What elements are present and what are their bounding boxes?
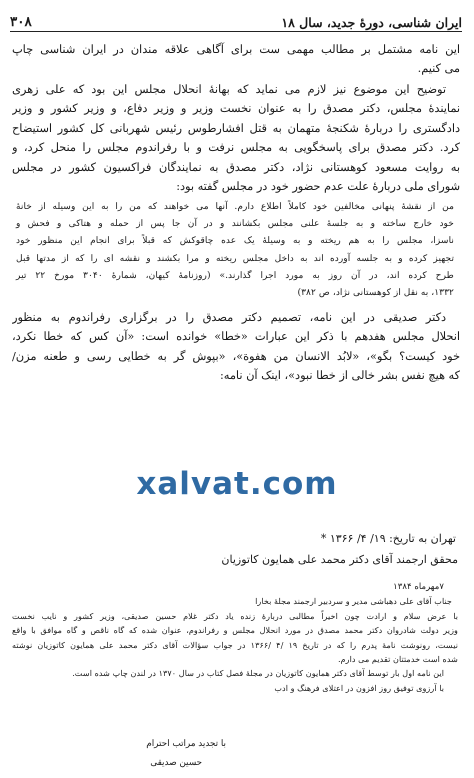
text-line: دکتر صدیقی در این نامه، تصمیم دکتر مصدق را در برگزاری رفراندوم به منظور	[12, 311, 446, 324]
header-rule	[10, 31, 462, 32]
footnote-line: شده است خدمتتان تقدیم می دارم.	[337, 654, 458, 665]
journal-title: ایران شناسی، دورهٔ جدید، سال ۱۸	[281, 15, 462, 30]
letter-date: تهران به تاریخ: ۱۹/ ۴/ ۱۳۶۶ *	[320, 532, 456, 545]
text-line: به روایت مسعود کوهستانی نژاد، دکتر مصدق به نمایندگان فراکسیون کشور در مجلس	[12, 160, 460, 174]
letter-intro-paragraph	[12, 308, 460, 386]
letter-recipient: محقق ارجمند آقای دکتر محمد علی همایون کاتوزیان	[221, 553, 458, 566]
explanation-paragraph	[12, 80, 460, 196]
quote-line: خود خارج ساخته و به جلسهٔ علنی مجلس بکشانند و در آن جا پس از حمله و هتاکی و فحش و	[16, 218, 454, 230]
signature: حسین صدیقی	[150, 758, 202, 768]
text-line: نمایندهٔ مجلس، دکتر مصدق را به عنوان نخست وزیر و وزیر دفاع، و وزیر کشور و وزیر	[12, 102, 460, 116]
text-line: این نامه مشتمل بر مطالب مهمی ست برای آگاهی علاقه مندان در ایران شناسی چاپ	[12, 43, 460, 56]
intro-paragraph	[12, 40, 460, 79]
quote-line: طرح کرده اند، در آن روز به مورد اجرا گذارند.» (روزنامهٔ کیهان، شمارهٔ ۳۰۴۰ مورخ ۲۲ تیر	[16, 269, 454, 281]
quote-line: تجهیز کرده و به جلسه آورده اند به داخل مجلس ریخته و مرا بکشند و نقشه ای را که از مدتها قبل	[16, 252, 454, 264]
text-line: خود کیست؟ بگو»، «لابُد الانسان من هفوة»، «بپوش گر به خطایی رسی و طعنه مزن/	[12, 349, 460, 363]
footnote-line: وزیر دولت شادروان دکتر محمد مصدق در مورد انحلال مجلس و رفراندوم، عنوان شده که گاه ناقص و گاه موافق با واقع	[12, 625, 458, 636]
text-line: انحلال مجلس هفدهم با ذکر این عبارات «خطا» خوانده است: «آن کس که خطا نکرد،	[12, 330, 460, 344]
footnote-line: با عرض سلام و ارادت چون اخیراً مطالبی دربارهٔ زنده یاد دکتر غلام حسین صدیقی، وزیر کشور و نایب نخست	[12, 610, 458, 621]
text-line: کرد. دکتر مصدق برای پاسخگویی به مجلس نرفت و با رفراندوم مجلس را منحل کرد، و	[12, 141, 460, 155]
watermark: xalvat.com	[136, 466, 338, 502]
text-line: دادگستری را دربارهٔ شکنجهٔ متهمان به قتل افشارطوس رئیس شهربانی کل کشور استیضاح	[12, 121, 460, 135]
footnote-date: ۷مهرماه ۱۳۸۴	[393, 582, 444, 592]
text-line: که هیچ نفس بشر خالی از خطا نبود»، اینک آن نامه:	[219, 369, 460, 383]
quote-line: من از نقشهٔ پنهانی مخالفین خود کاملاً اطلاع دارم. آنها می خواهند که من را به این وسیله از خانهٔ	[16, 201, 454, 212]
page-number: ۳۰۸	[10, 14, 32, 30]
footnote-line: جناب آقای علی دهباشی مدیر و سردبیر ارجمند مجلهٔ بخارا	[255, 596, 452, 607]
closing-line: با تجدید مراتب احترام	[146, 739, 226, 749]
quote-line: ۱۳۳۲، به نقل از کوهستانی نژاد، ص ۳۸۲)	[297, 287, 454, 299]
footnote-line: این نامه اول بار توسط آقای دکتر همایون کاتوزیان در مجلهٔ فصل کتاب در سال ۱۳۷۰ در لندن چاپ شده است.	[72, 668, 444, 679]
footnote-line: نیست، رونوشت نامهٔ پدرم را که در تاریخ ۱۹ /۴ /۱۳۶۶ در جواب سؤالات آقای دکتر محمد علی همایون کاتوزیان نوشته	[12, 639, 458, 650]
quote-line: ناسزا، مجلس را به هم ریخته و به وسیلهٔ یک عده چاقوکش که قبلاً برای انجام این منظور خود	[16, 235, 454, 247]
text-line: شورای ملی دربارهٔ علت عدم حضور خود در مجلس گفته بود:	[176, 180, 460, 194]
footnote-letter	[12, 580, 458, 695]
text-line: می کنیم.	[417, 62, 460, 76]
text-line: توضیح این موضوع نیز لازم می نماید که بهانهٔ انحلال مجلس این بود که علی زهری	[12, 83, 446, 96]
block-quote	[12, 198, 460, 301]
page-header	[10, 8, 462, 30]
footnote-line: با آرزوی توفیق روز افزون در اعتلای فرهنگ و ادب	[274, 682, 444, 693]
